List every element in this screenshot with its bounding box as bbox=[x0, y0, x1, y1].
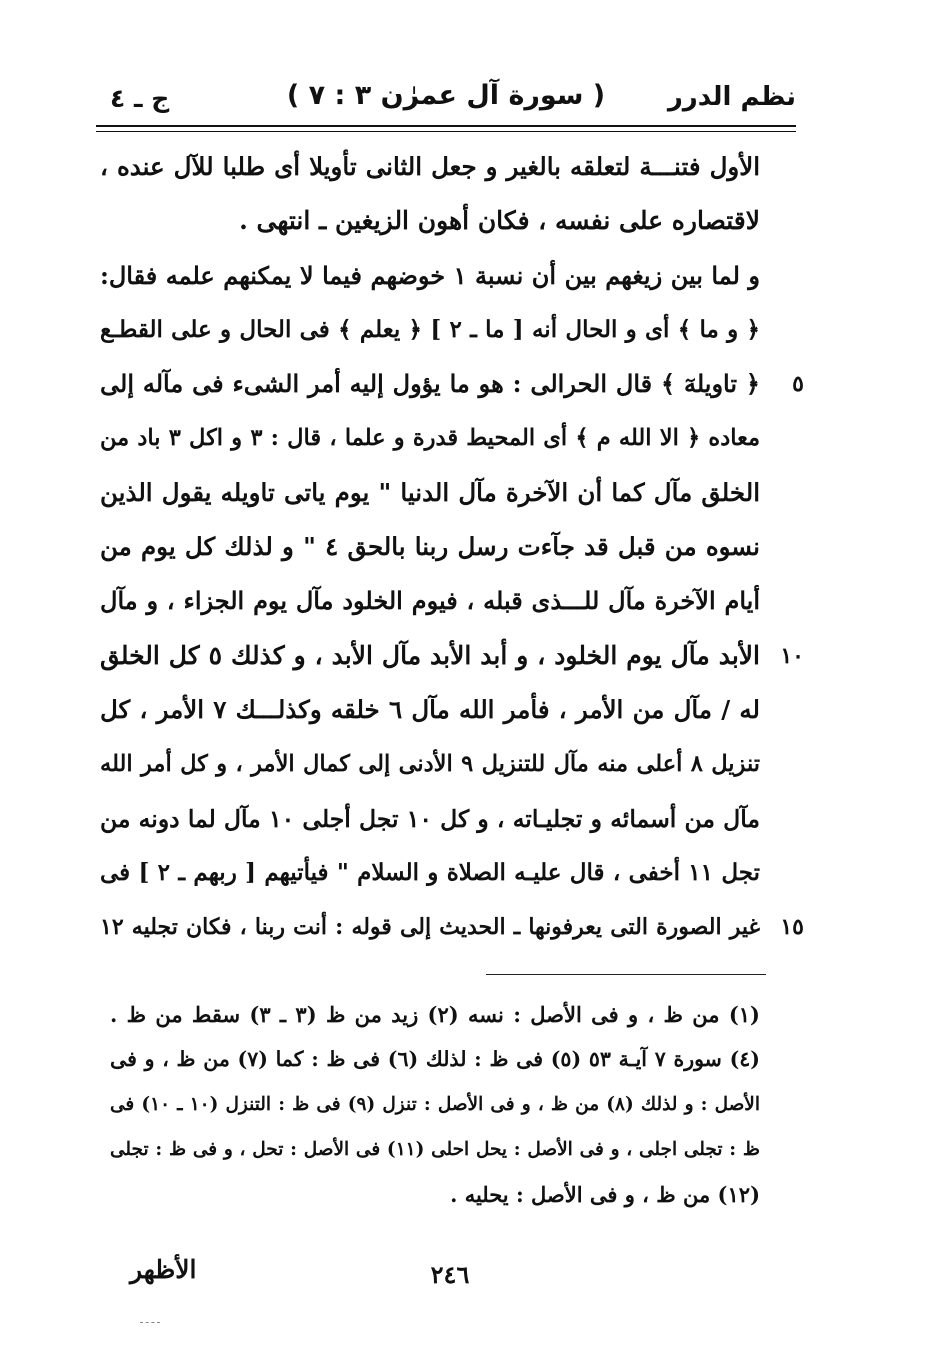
book-title: نظم الدرر bbox=[667, 82, 796, 112]
line-number: ١٠ bbox=[780, 642, 804, 669]
line-number: ٥ bbox=[792, 371, 804, 398]
line-text: الخلق مآل كما أن الآخرة مآل الدنيا " يوم ياتى تاويله يقول الذين bbox=[100, 477, 760, 507]
line-text: ﴿ تاويلهٓ ﴾ قال الحرالى : هو ما يؤول إليه أمر الشىء فى مآله إلى bbox=[100, 369, 760, 399]
text-line bbox=[100, 683, 760, 737]
text-line bbox=[100, 737, 760, 791]
line-text: لاقتصاره على نفسه ، فكان أهون الزيغين ـ انتهى . bbox=[239, 206, 760, 236]
footnote-line: الأصل : و لذلك (٨) من ظ ، و فى الأصل : تنزل (٩) فى ظ : التنزل (١٠ ـ ١٠) فى bbox=[110, 1094, 760, 1115]
line-number: ١٥ bbox=[780, 914, 804, 941]
scan-mark bbox=[140, 1322, 160, 1323]
header-rule-thin bbox=[96, 131, 796, 132]
surah-reference: ( سورة آل عمرٰن ٣ : ٧ ) bbox=[286, 80, 606, 111]
line-text: مآل من أسمائه و تجليـاته ، و كل ١٠ تجل أجلى ١٠ مآل لما دونه من bbox=[100, 804, 760, 833]
line-text: معاده ﴿ الا الله م ﴾ أى المحيط قدرة و علما ، قال : ٣ و اكل ٣ باد من bbox=[100, 425, 761, 452]
footnote-line: (١) من ظ ، و فى الأصل : نسه (٢) زيد من ظ (٣ ـ ٣) سقط من ظ . bbox=[110, 1002, 760, 1027]
footnote-line: (٤) سورة ٧ آيـة ٥٣ (٥) فى ظ : لذلك (٦) فى ظ : كما (٧) من ظ ، و فى bbox=[110, 1047, 760, 1071]
text-line bbox=[100, 520, 760, 574]
footnote-line: (١٢) من ظ ، و فى الأصل : يحليه . bbox=[450, 1182, 760, 1207]
text-line bbox=[100, 303, 760, 357]
running-header bbox=[96, 70, 796, 120]
footnotes bbox=[110, 992, 760, 1217]
line-text: تنزيل ٨ أعلى منه مآل للتنزيل ٩ الأدنى إلى كمال الأمر ، و كل أمر الله bbox=[100, 751, 760, 778]
line-text: تجل ١١ أخفى ، قال عليـه الصلاة و السلام " فيأتيهم [ ربهم ـ ٢ ] فى bbox=[100, 858, 760, 886]
text-line bbox=[100, 792, 760, 846]
text-line bbox=[100, 249, 760, 303]
text-line bbox=[100, 900, 804, 954]
line-text: له / مآل من الأمر ، فأمر الله مآل ٦ خلقه وكذلـــك ٧ الأمر ، كل bbox=[100, 694, 761, 724]
line-text: غير الصورة التى يعرفونها ـ الحديث إلى قوله : أنت ربنا ، فكان تجليه ١٢ bbox=[100, 914, 760, 941]
line-text: و لما بين زيغهم بين أن نسبة ١ خوضهم فيما لا يمكنهم علمه فقال: bbox=[100, 260, 761, 290]
text-line bbox=[100, 357, 804, 411]
text-line bbox=[100, 629, 804, 683]
text-line bbox=[100, 574, 760, 628]
line-text: ﴿ و ما ﴾ أى و الحال أنه [ ما ـ ٢ ] ﴿ يعلم ﴾ فى الحال و على القطـع bbox=[100, 315, 760, 343]
text-line bbox=[100, 194, 760, 248]
volume-number: ج ـ ٤ bbox=[110, 84, 170, 113]
text-line bbox=[100, 411, 760, 465]
page-number: ٢٤٦ bbox=[430, 1260, 470, 1289]
header-rule bbox=[96, 125, 796, 127]
line-text: أيام الآخرة مآل للـــذى قبله ، فيوم الخلود مآل يوم الجزاء ، و مآل bbox=[100, 586, 761, 616]
footnote-rule bbox=[486, 974, 766, 975]
line-text: نسوه من قبل قد جآءت رسل ربنا بالحق ٤ " و لذلك كل يوم من bbox=[100, 532, 760, 562]
main-text bbox=[100, 140, 804, 954]
footnote-line: ظ : تجلى اجلى ، و فى الأصل : يحل احلى (١١) فى الأصل : تحل ، و فى ظ : تجلى bbox=[110, 1139, 760, 1160]
text-line bbox=[100, 846, 760, 900]
text-line bbox=[100, 466, 760, 520]
text-line bbox=[100, 140, 760, 194]
line-text: الأول فتنـــة لتعلقه بالغير و جعل الثانى تأويلا أى طلبا للآل عنده ، bbox=[100, 152, 760, 181]
line-text: الأبد مآل يوم الخلود ، و أبد الأبد مآل الأبد ، و كذلك ٥ كل الخلق bbox=[100, 640, 760, 670]
signature-mark: الأظهر bbox=[130, 1255, 197, 1284]
